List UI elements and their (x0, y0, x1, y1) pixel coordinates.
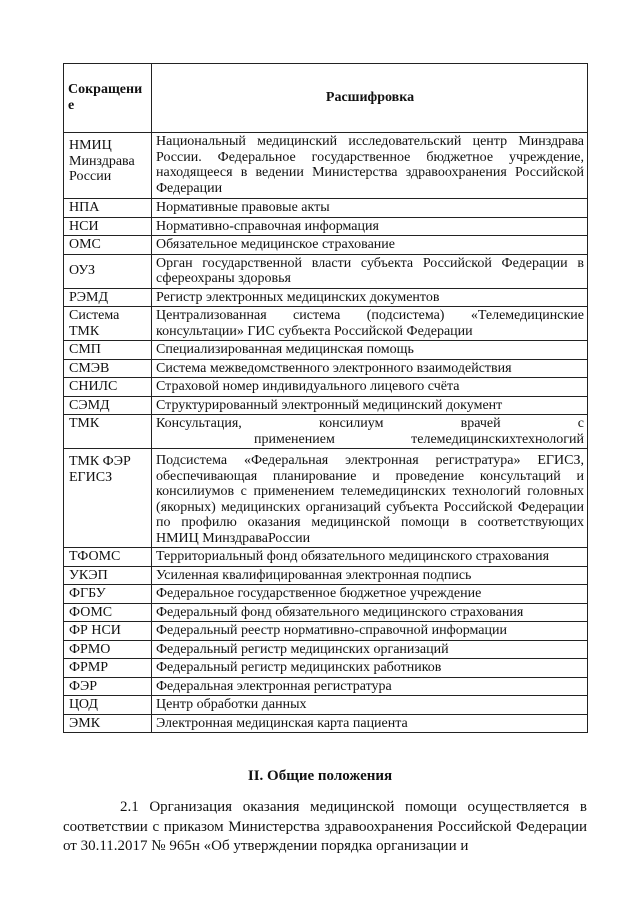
table-row (64, 415, 588, 449)
decode-cell: Территориальный фонд обязательного медицинского страхования (152, 548, 588, 567)
abbr-cell: Система ТМК (64, 307, 152, 341)
abbr-cell: ФР НСИ (64, 622, 152, 641)
abbreviations-table (63, 63, 588, 733)
table-row (64, 254, 588, 288)
abbr-cell: УКЭП (64, 566, 152, 585)
abbr-cell: ОУЗ (64, 254, 152, 288)
header-abbreviation: Сокращение (64, 64, 152, 133)
section-title: II. Общие положения (247, 768, 393, 784)
decode-line-1: Консультация, консилиум врачей с (156, 416, 584, 431)
decode-cell: Система межведомственного электронного взаимодействия (152, 359, 588, 378)
decode-cell: Усиленная квалифицированная электронная подпись (152, 566, 588, 585)
table-row (64, 603, 588, 622)
decode-cell: Орган государственной власти субъекта Российской Федерации в сфереохраны здоровья (152, 254, 588, 288)
table-row (64, 341, 588, 360)
abbr-cell: СМП (64, 341, 152, 360)
table-row (64, 622, 588, 641)
decode-line-2: применением телемедицинскихтехнологий (254, 431, 584, 447)
table-row (64, 677, 588, 696)
abbr-cell: СНИЛС (64, 378, 152, 397)
table-row (64, 359, 588, 378)
abbr-cell: ФРМР (64, 659, 152, 678)
table-row (64, 714, 588, 733)
table-row (64, 288, 588, 307)
abbr-cell: СЭМД (64, 396, 152, 415)
abbr-cell: ФОМС (64, 603, 152, 622)
table-row (64, 133, 588, 199)
abbr-cell: ЭМК (64, 714, 152, 733)
table-row (64, 640, 588, 659)
decode-cell: Обязательное медицинское страхование (152, 236, 588, 255)
table-row (64, 236, 588, 255)
table-header-row (64, 64, 588, 133)
table-row (64, 396, 588, 415)
decode-cell: Национальный медицинский исследовательский центр Минздрава России. Федеральное государственное бюджетное учреждение, находящееся в ведении Министерства здравоохранения Российской Федерации (152, 133, 588, 199)
abbr-cell: СМЭВ (64, 359, 152, 378)
decode-cell: Федеральная электронная регистратура (152, 677, 588, 696)
decode-cell: Федеральный фонд обязательного медицинского страхования (152, 603, 588, 622)
table-row (64, 378, 588, 397)
decode-cell: Федеральный регистр медицинских организаций (152, 640, 588, 659)
table-row (64, 696, 588, 715)
abbr-cell: ТФОМС (64, 548, 152, 567)
table-row (64, 449, 588, 548)
decode-cell: Федеральный регистр медицинских работников (152, 659, 588, 678)
decode-cell: Структурированный электронный медицинский документ (152, 396, 588, 415)
decode-cell: Федеральное государственное бюджетное учреждение (152, 585, 588, 604)
decode-cell: Специализированная медицинская помощь (152, 341, 588, 360)
decode-cell: Нормативные правовые акты (152, 199, 588, 218)
table-row (64, 585, 588, 604)
decode-cell: Подсистема «Федеральная электронная регистратура» ЕГИСЗ, обеспечивающая планирование и проведение консультаций и консилиумов с применением телемедицинских технологий головных (якорных) медицинских организаций субъекта Российской Федерации по профилю оказания медицинской помощи в соответствующих НМИЦ МинздраваРоссии (152, 449, 588, 548)
table-row (64, 307, 588, 341)
body-paragraph: 2.1 Организация оказания медицинской помощи осуществляется в соответствии с приказом Министерства здравоохранения Российской Федерации от 30.11.2017 № 965н «Об утверждении порядка организации и (63, 799, 587, 854)
abbr-cell: НМИЦ Минздрава России (64, 133, 152, 199)
abbr-cell: ЦОД (64, 696, 152, 715)
decode-cell: Электронная медицинская карта пациента (152, 714, 588, 733)
abbr-cell: ФРМО (64, 640, 152, 659)
decode-cell (152, 415, 588, 449)
table-row (64, 659, 588, 678)
table-row (64, 548, 588, 567)
decode-cell: Нормативно-справочная информация (152, 217, 588, 236)
abbr-cell: ТМК (64, 415, 152, 449)
table-row (64, 199, 588, 218)
table-row (64, 217, 588, 236)
abbr-cell: ОМС (64, 236, 152, 255)
abbr-cell: ФГБУ (64, 585, 152, 604)
abbr-cell: ТМК ФЭР ЕГИСЗ (64, 449, 152, 548)
decode-cell: Центр обработки данных (152, 696, 588, 715)
abbr-cell: ФЭР (64, 677, 152, 696)
abbr-cell: РЭМД (64, 288, 152, 307)
abbr-cell: НПА (64, 199, 152, 218)
decode-cell: Страховой номер индивидуального лицевого счёта (152, 378, 588, 397)
decode-cell: Регистр электронных медицинских документов (152, 288, 588, 307)
header-decoding: Расшифровка (152, 64, 588, 133)
table-row (64, 566, 588, 585)
decode-cell: Централизованная система (подсистема) «Телемедицинские консультации» ГИС субъекта Российской Федерации (152, 307, 588, 341)
abbr-cell: НСИ (64, 217, 152, 236)
decode-cell: Федеральный реестр нормативно-справочной информации (152, 622, 588, 641)
